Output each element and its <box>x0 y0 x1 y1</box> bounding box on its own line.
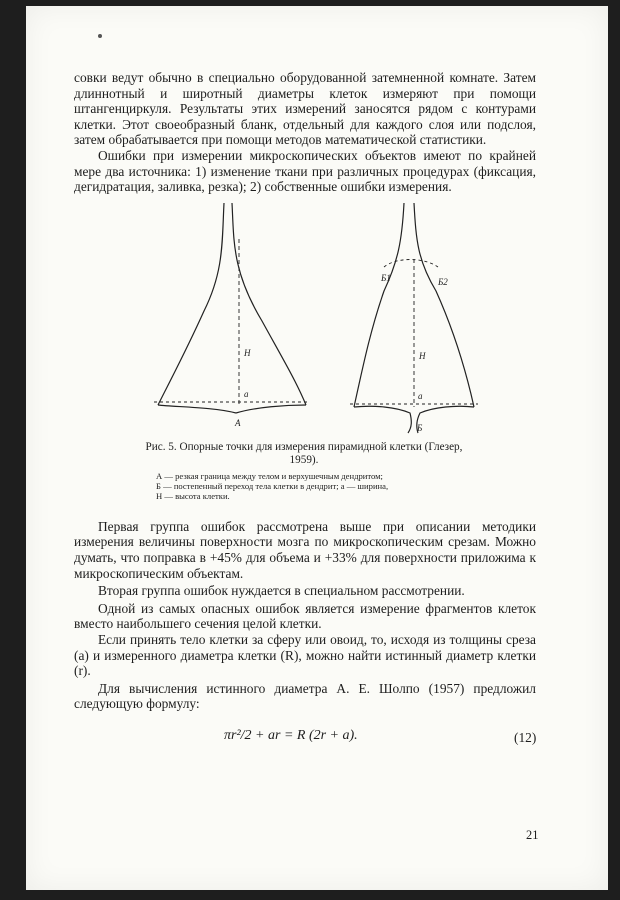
figure-legend <box>156 471 456 501</box>
page-speck <box>98 34 102 38</box>
formula-expression: πr²/2 + ar = R (2r + a). <box>224 727 358 743</box>
formula-12 <box>74 718 536 758</box>
legend-line-1: А — резкая граница между телом и верхушечным дендритом; <box>156 470 383 481</box>
label-a-right: a <box>418 390 423 401</box>
page-content <box>74 70 536 758</box>
right-cell-diagram <box>350 203 478 433</box>
figure-5-drawing <box>74 201 536 441</box>
label-h-left: H <box>244 347 251 358</box>
paragraph-6: Если принять тело клетки за сферу или овоид, то, исходя из толщины среза (a) и измеренного диаметра клетки (R), можно найти истинный диаметр клетки (r). <box>74 631 536 679</box>
label-B1: Б1 <box>381 272 391 283</box>
paragraph-1: совки ведут обычно в специально оборудованной затемненной комнате. Затем длиннотный и широтный диаметры клеток измеряют при помощи штангенциркуля. Результаты этих измерений заносятся рядом с контурами клетки. Этот своеобразный бланк, отдельный для каждого слоя или подслоя, затем обрабатывается при помощи методов математической статистики. <box>74 70 536 148</box>
paragraph-7: Для вычисления истинного диаметра А. Е. Шолпо (1957) предложил следующую формулу: <box>74 680 536 712</box>
figure-5 <box>74 201 536 441</box>
paragraph-3: Первая группа ошибок рассмотрена выше при описании методики измерения величины поверхности мозга по микроскопическим срезам. Можно думать, что поправка в +45% для объема и +33% для поверхности приложима к микроскопическим объектам. <box>74 518 536 581</box>
label-B2: Б2 <box>438 276 448 287</box>
formula-number: (12) <box>514 729 537 745</box>
page-number: 21 <box>526 828 539 842</box>
figure-caption: Рис. 5. Опорные точки для измерения пирамидной клетки (Глезер, 1959). <box>145 440 463 466</box>
legend-line-3: Н — высота клетки. <box>156 490 230 501</box>
left-cell-diagram <box>154 203 310 413</box>
book-page <box>26 6 608 890</box>
paragraph-5: Одной из самых опасных ошибок является измерение фрагментов клеток вместо наибольшего сечения целой клетки. <box>74 600 536 632</box>
label-A: A <box>235 417 241 428</box>
paragraph-4: Вторая группа ошибок нуждается в специальном рассмотрении. <box>98 583 465 599</box>
label-h-right: H <box>419 350 426 361</box>
label-a-left: a <box>244 388 249 399</box>
paragraph-2: Ошибки при измерении микроскопических объектов имеют по крайней мере два источника: 1) изменение ткани при различных процедурах (фиксация, дегидратация, заливка, резка); 2) собственные ошибки измерения. <box>74 147 536 195</box>
legend-line-2: Б — постепенный переход тела клетки в дендрит; а — ширина, <box>156 480 389 491</box>
label-B: Б <box>417 422 423 433</box>
